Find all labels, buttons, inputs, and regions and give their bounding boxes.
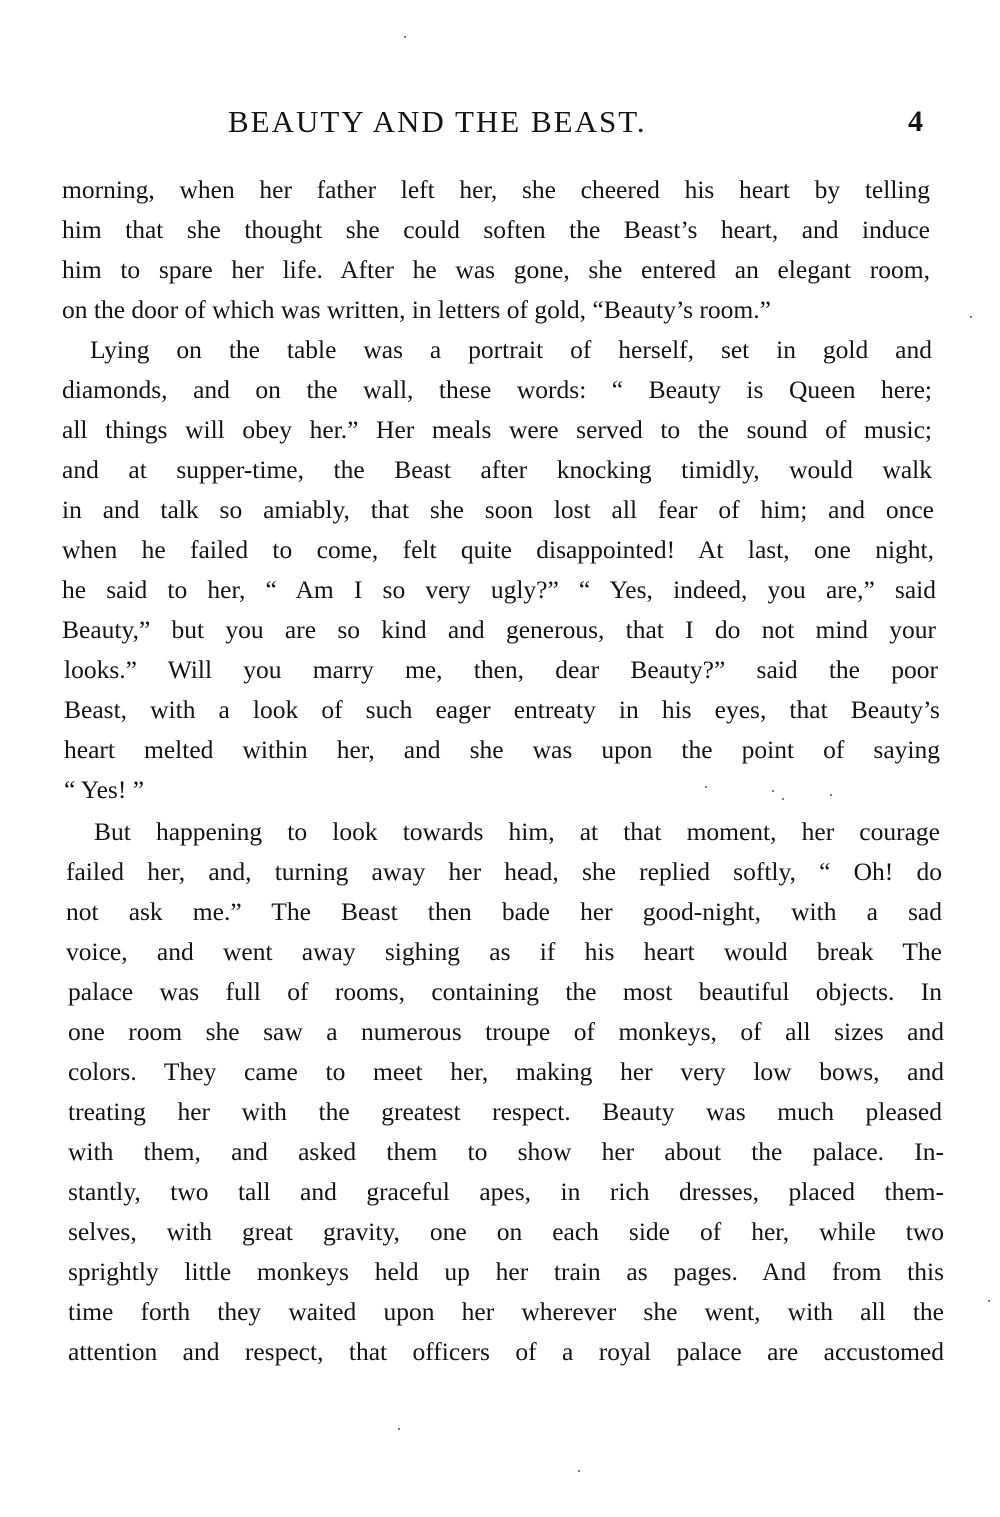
text-line: Lying on the table was a portrait of herself, set in gold and	[90, 335, 932, 364]
text-line: him to spare her life. After he was gone, she entered an elegant room,	[62, 255, 930, 284]
text-line: diamonds, and on the wall, these words: “ Beauty is Queen here;	[62, 375, 932, 404]
text-line: and at supper-time, the Beast after knocking timidly, would walk	[62, 455, 932, 484]
text-line: treating her with the greatest respect. Beauty was much pleased	[68, 1097, 942, 1126]
text-line: voice, and went away sighing as if his heart would break The	[66, 937, 942, 966]
text-line: on the door of which was written, in letters of gold, “Beauty’s room.”	[62, 295, 771, 324]
text-line: time forth they waited upon her wherever she went, with all the	[68, 1297, 944, 1326]
scan-speck	[398, 1428, 400, 1430]
text-line: selves, with great gravity, one on each side of her, while two	[68, 1217, 944, 1246]
scan-speck	[830, 794, 832, 796]
text-line: one room she saw a numerous troupe of monkeys, of all sizes and	[68, 1017, 944, 1046]
text-line: Beast, with a look of such eager entreaty in his eyes, that Beauty’s	[64, 695, 940, 724]
text-line: with them, and asked them to show her about the palace. In-	[68, 1137, 944, 1166]
page-number: 4	[908, 105, 923, 138]
text-line: he said to her, “ Am I so very ugly?” “ Yes, indeed, you are,” said	[62, 575, 936, 604]
text-line: all things will obey her.” Her meals were served to the sound of music;	[62, 415, 932, 444]
text-line: heart melted within her, and she was upon the point of saying	[64, 735, 940, 764]
scan-speck	[404, 36, 406, 38]
text-line: palace was full of rooms, containing the most beautiful objects. In	[68, 977, 942, 1006]
text-line: Beauty,” but you are so kind and generous, that I do not mind your	[62, 615, 936, 644]
page-header	[0, 100, 1000, 144]
text-line: colors. They came to meet her, making her very low bows, and	[68, 1057, 944, 1086]
text-line: not ask me.” The Beast then bade her good-night, with a sad	[66, 897, 942, 926]
text-line: morning, when her father left her, she cheered his heart by telling	[62, 175, 930, 204]
text-line: in and talk so amiably, that she soon lost all fear of him; and once	[62, 495, 934, 524]
text-line: But happening to look towards him, at that moment, her courage	[94, 817, 940, 846]
text-line: sprightly little monkeys held up her train as pages. And from this	[68, 1257, 944, 1286]
scan-speck	[578, 1470, 580, 1472]
scan-speck	[782, 798, 784, 800]
text-line: stantly, two tall and graceful apes, in rich dresses, placed them-	[68, 1177, 944, 1206]
scan-speck	[772, 790, 774, 792]
text-line: attention and respect, that officers of a royal palace are accustomed	[68, 1337, 944, 1366]
running-title: BEAUTY AND THE BEAST.	[228, 104, 647, 139]
text-line: when he failed to come, felt quite disappointed! At last, one night,	[62, 535, 934, 564]
text-line: him that she thought she could soften the Beast’s heart, and induce	[62, 215, 930, 244]
scan-speck	[988, 1300, 990, 1302]
scan-speck	[705, 786, 707, 788]
text-line: “ Yes! ”	[64, 775, 145, 804]
scan-speck	[970, 316, 972, 318]
text-line: failed her, and, turning away her head, she replied softly, “ Oh! do	[66, 857, 942, 886]
text-line: looks.” Will you marry me, then, dear Beauty?” said the poor	[64, 655, 938, 684]
